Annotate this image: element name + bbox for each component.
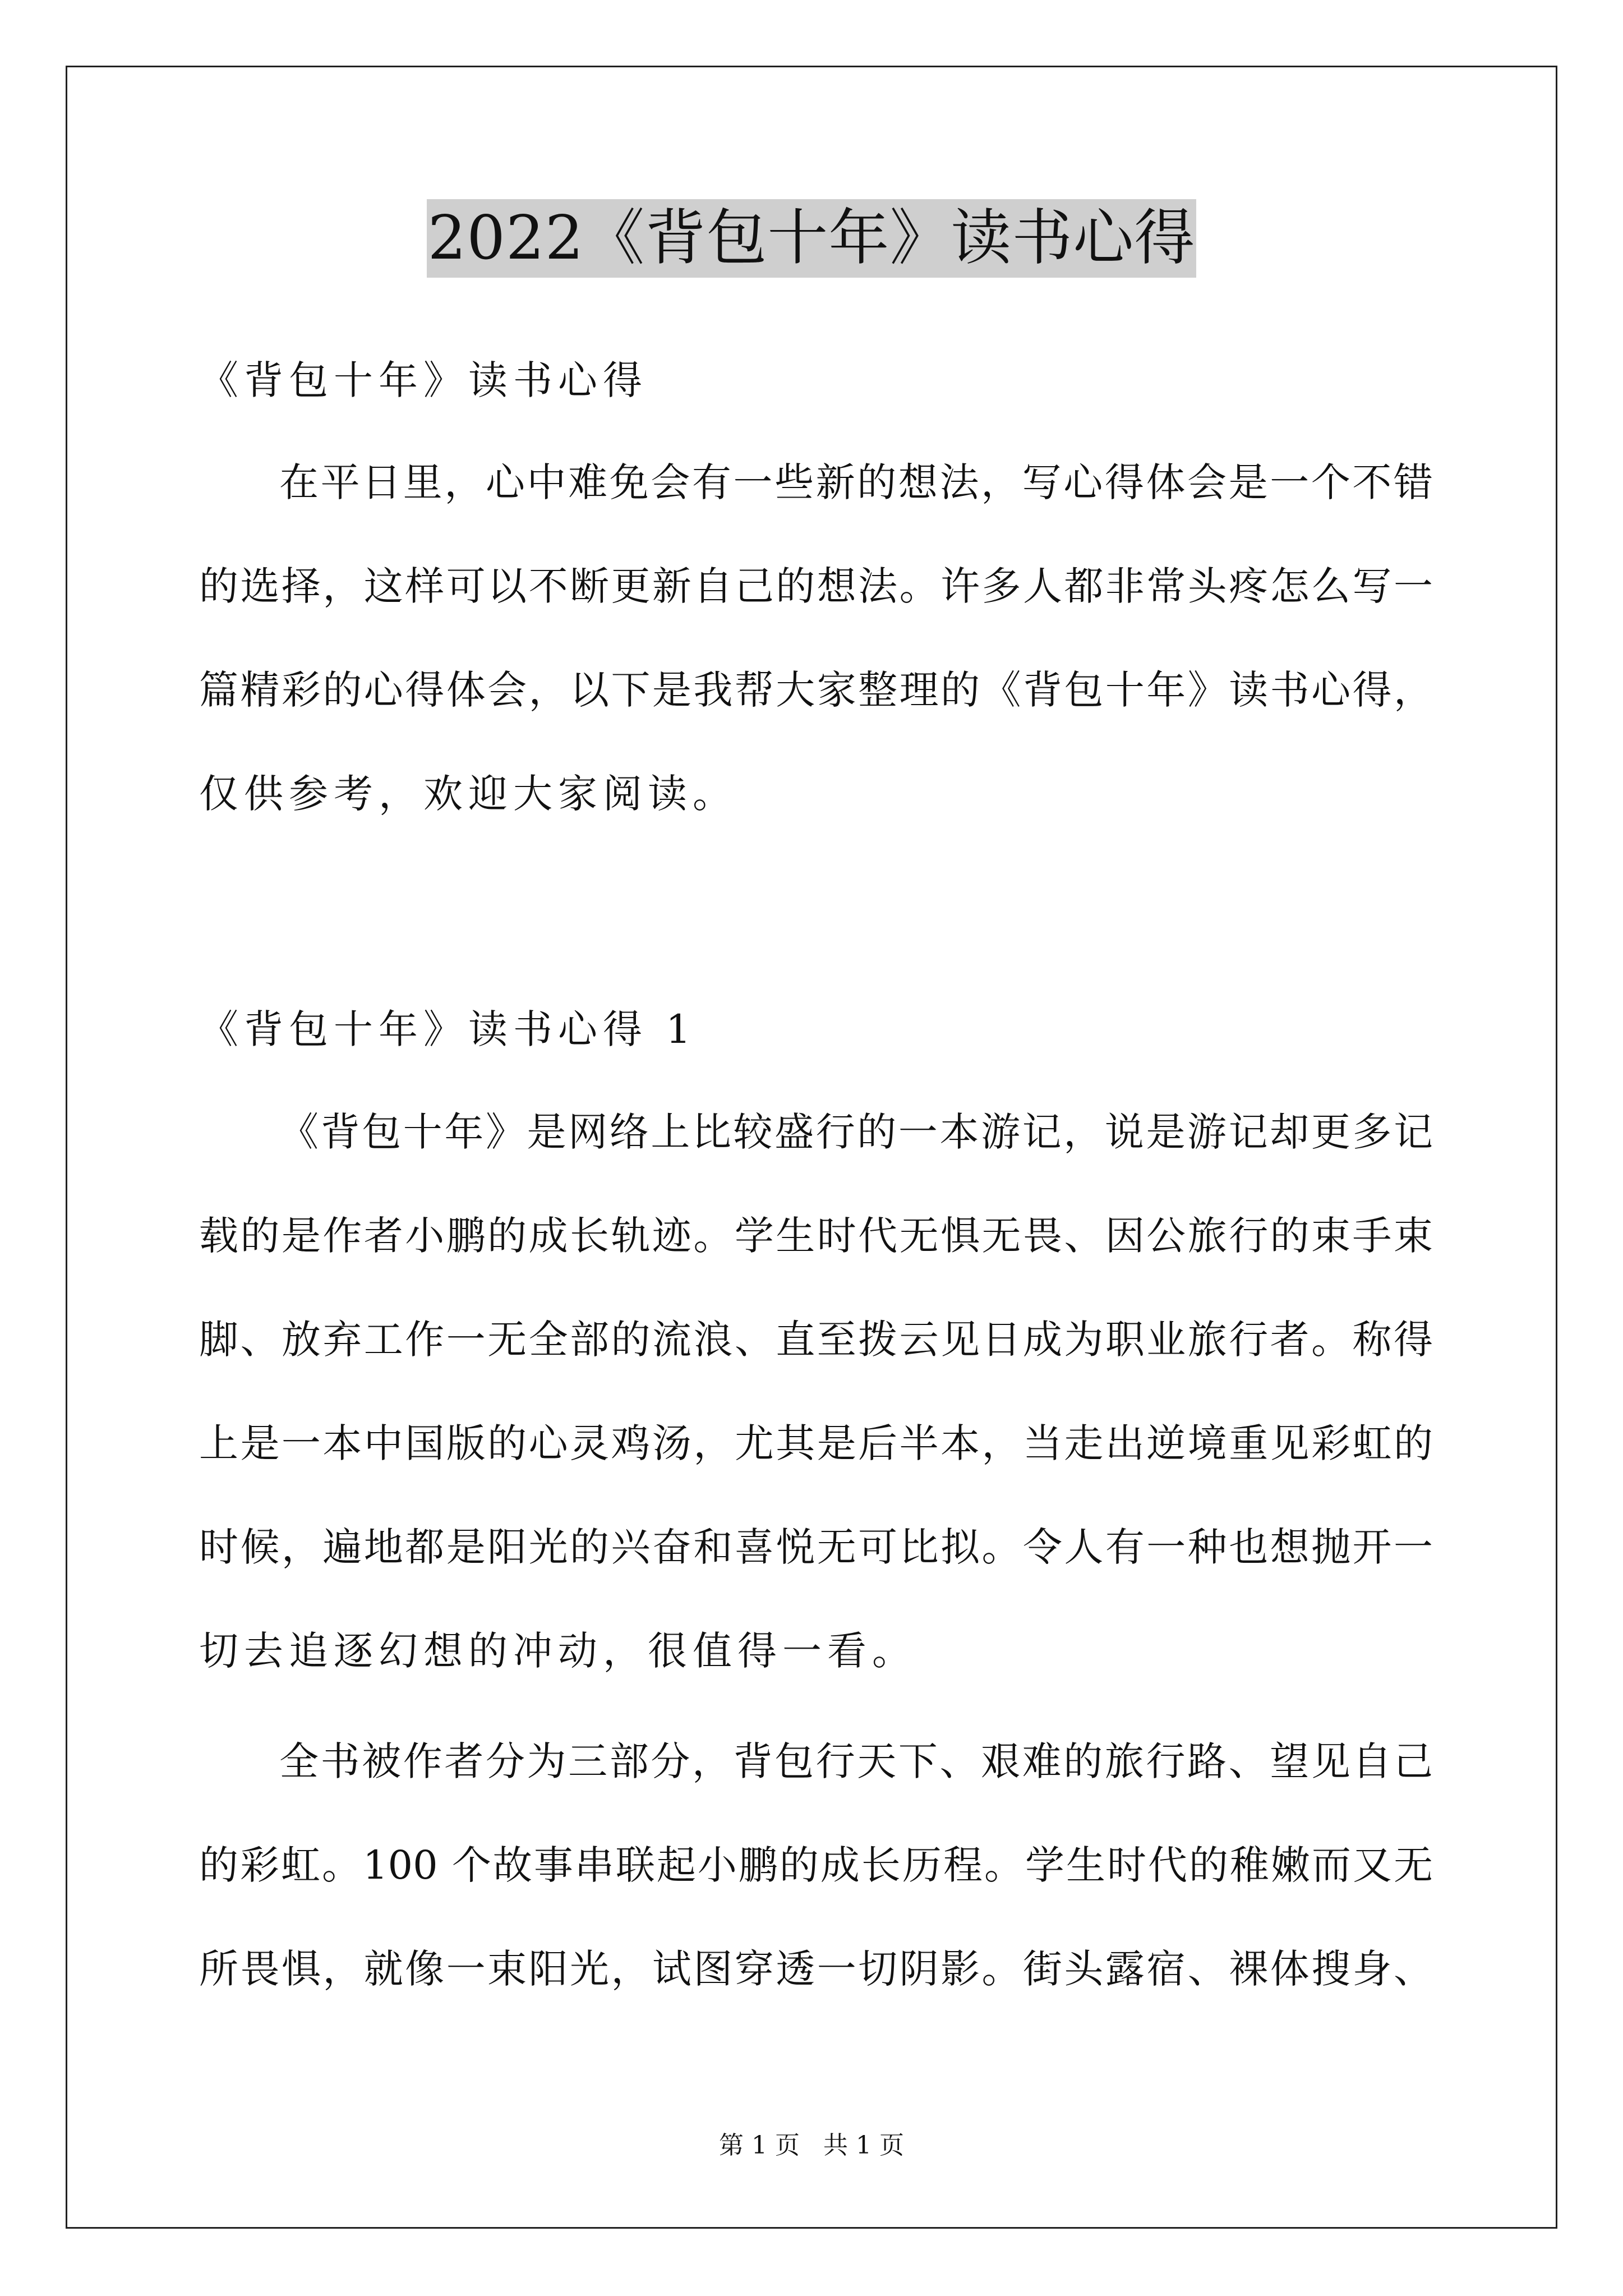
title-container [0,199,1623,278]
document-title: 2022《背包十年》读书心得 [427,199,1197,278]
body-line: 上是一本中国版的心灵鸡汤，尤其是后半本，当走出逆境重见彩虹的 [199,1420,1433,1466]
body-line: 切去追逐幻想的冲动，很值得一看。 [199,1628,917,1674]
body-line: 《背包十年》是网络上比较盛行的一本游记，说是游记却更多记 [279,1109,1433,1155]
body-line: 仅供参考，欢迎大家阅读。 [199,771,737,817]
section-heading: 《背包十年》读书心得 1 [199,1006,697,1052]
body-line: 全书被作者分为三部分，背包行天下、艰难的旅行路、望见自己 [279,1738,1433,1784]
body-line: 的选择，这样可以不断更新自己的想法。许多人都非常头疼怎么写一 [199,563,1433,609]
body-line: 篇精彩的心得体会，以下是我帮大家整理的《背包十年》读书心得， [199,667,1433,713]
body-line: 时候，遍地都是阳光的兴奋和喜悦无可比拟。令人有一种也想抛开一 [199,1524,1433,1570]
body-line: 的彩虹。100 个故事串联起小鹏的成长历程。学生时代的稚嫩而又无 [199,1842,1433,1888]
body-line: 在平日里，心中难免会有一些新的想法，写心得体会是一个不错 [279,459,1433,505]
body-line: 载的是作者小鹏的成长轨迹。学生时代无惧无畏、因公旅行的束手束 [199,1213,1433,1259]
page-footer: 第 1 页 共 1 页 [719,2131,904,2160]
body-line: 所畏惧，就像一束阳光，试图穿透一切阴影。街头露宿、裸体搜身、 [199,1946,1433,1992]
body-line: 脚、放弃工作一无全部的流浪、直至拨云见日成为职业旅行者。称得 [199,1317,1433,1363]
section-heading: 《背包十年》读书心得 [199,357,648,403]
